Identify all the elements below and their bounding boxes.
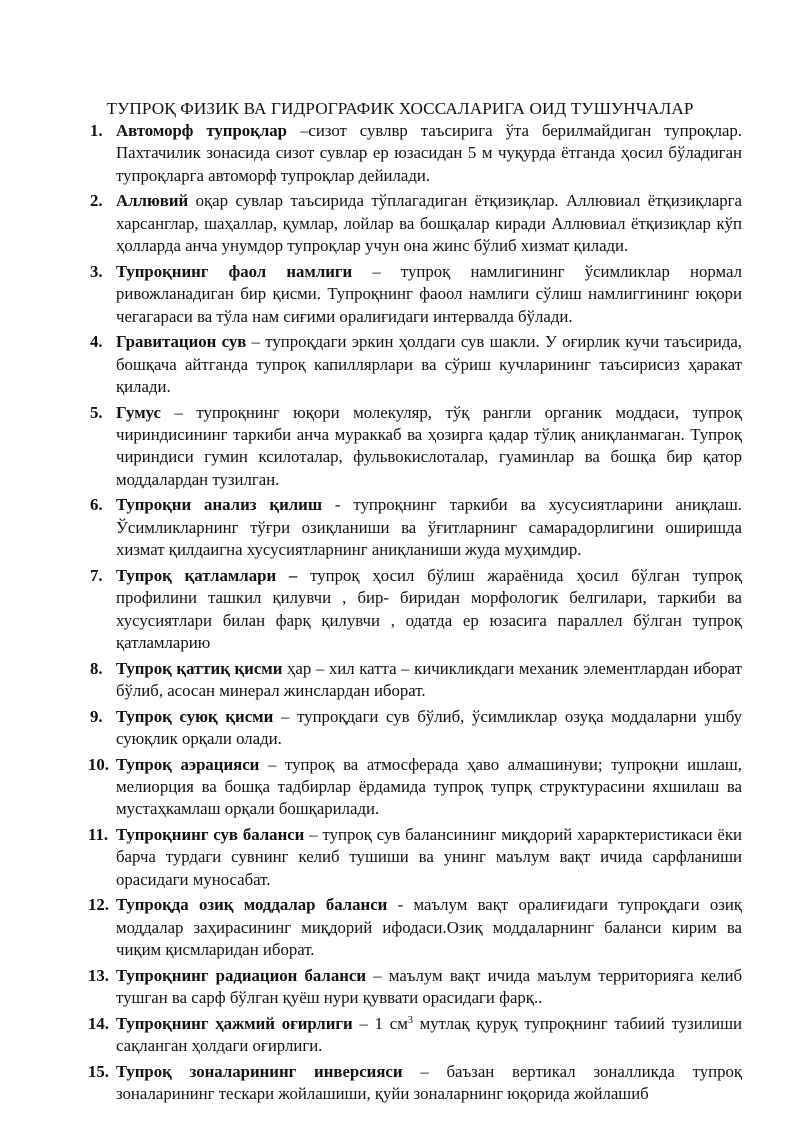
- item-definition: - тупроқнинг таркиби ва хусусиятларини аниқлаш. Ўсимликларнинг тўғри озиқланиши ва ўғитларнинг самарадорлигини оширишда хизмат қилдаигна хусусиятларнинг аниқланиши жуда муҳимдир.: [116, 495, 742, 560]
- item-definition: –сизот сувлвр таъсирига ўта берилмайдиган тупроқлар. Пахтачилик зонасида сизот сувлар ер юзасидан 5 м чуқурда ётганда ҳосил бўладиган тупроқларга автоморф тупроқлар дейилади.: [116, 121, 742, 185]
- item-term: Аллювий: [116, 191, 189, 211]
- item-term: Тупроқда озиқ моддалар баланси: [116, 895, 388, 915]
- item-number: 12.: [88, 895, 109, 915]
- item-number: 1.: [90, 121, 103, 140]
- list-item: [0, 1013, 742, 1058]
- list-item: [0, 706, 742, 751]
- item-number: 3.: [90, 261, 103, 281]
- item-number: 9.: [90, 706, 103, 726]
- item-definition: – тупроқдаги сув бўлиб, ўсимликлар озуқа моддаларни ушбу суюқлик орқали олади.: [116, 706, 742, 749]
- list-item: [0, 1061, 742, 1106]
- item-term: Тупроқнинг сув баланси: [116, 825, 305, 845]
- item-number: 7.: [90, 565, 103, 585]
- item-number: 13.: [88, 965, 109, 985]
- item-definition: оқар сувлар таъсирида тўплагадиган ётқизиқлар. Аллювиал ётқизиқларга харсанглар, шаҳаллар, қумлар, лойлар ва бошқалар киради Аллювиал ётқизиқлар кўп ҳолларда анча унумдор тупроқлар учун она жинс бўлиб хизмат қилади.: [116, 191, 742, 256]
- item-number: 11.: [88, 825, 109, 845]
- item-definition: – 1 см: [352, 1013, 408, 1033]
- item-term: Тупроқнинг ҳажмий оғирлиги: [116, 1013, 353, 1033]
- item-number: 14.: [88, 1013, 109, 1033]
- item-term: Автоморф тупроқлар: [116, 121, 287, 140]
- item-term: Тупроқ қатламлари –: [116, 565, 298, 585]
- list-item: [0, 894, 742, 961]
- item-term: Тупроқ аэрацияси: [116, 754, 260, 774]
- item-number: 2.: [90, 191, 103, 211]
- list-item: [0, 402, 742, 492]
- list-item: [0, 824, 742, 891]
- list-item: [0, 120, 742, 187]
- item-term: Тупроқни анализ қилиш: [116, 495, 322, 515]
- item-definition: – тупроқ намлигининг ўсимликлар нормал ривожланадиган бир қисми. Тупроқнинг фаоол намлиги сўлиш намлиггининг юқори чегагараси ва тўла нам сиғими оралиғидаги интервалда бўлади.: [116, 261, 742, 326]
- list-item: [0, 261, 742, 328]
- item-term: Гравитацион сув: [116, 332, 247, 352]
- item-definition: – тупроқнинг юқори молекуляр, тўқ рангли органик моддаси, тупроқ чириндисининг таркиби анча мураккаб ва ҳозирга қадар тўлиқ аниқланмаган. Тупроқ чириндиси гумин ксилоталар, фульвокислоталар, гуаминлар ва бошқа бир қатор моддалардан тузилган.: [116, 402, 742, 489]
- list-item: [0, 754, 742, 821]
- item-term: Гумус: [116, 402, 161, 422]
- document-title: ТУПРОҚ ФИЗИК ВА ГИДРОГРАФИК ХОССАЛАРИГА ОИД ТУШУНЧАЛАР: [106, 99, 694, 118]
- item-definition-continued: мутлақ қуруқ тупроқнинг табиий тузилиши сақланган ҳолдаги оғирлиги.: [116, 1013, 743, 1056]
- list-item: [0, 190, 742, 257]
- item-term: Тупроқ суюқ қисми: [116, 706, 274, 726]
- list-item: [0, 494, 742, 561]
- item-number: 6.: [90, 495, 103, 515]
- item-term: Тупроқнинг радиацион баланси: [116, 965, 367, 985]
- list-item: [0, 565, 742, 655]
- item-definition: – маълум вақт ичида маълум территорияга келиб тушган ва сарф бўлган қуёш нури қуввати орасидаги фарқ..: [116, 965, 742, 1008]
- definitions-list: [0, 120, 800, 1109]
- item-definition: – тупроқ ва атмосферада ҳаво алмашинуви; тупроқни ишлаш, мелиорция ва бошқа тадбирлар ёрдамида тупроқ тупрқ структурасини яхшилаш ва мустаҳкамлаш орқали бошқарилади.: [116, 754, 743, 819]
- item-term: Тупроқ қаттиқ қисми: [116, 658, 283, 678]
- list-item: [0, 331, 742, 398]
- item-number: 8.: [90, 658, 103, 678]
- item-term: Тупроқнинг фаол намлиги: [116, 261, 353, 281]
- item-definition: – тупроқдаги эркин ҳолдаги сув шакли. У оғирлик кучи таъсирида, бошқача айтганда тупроқ капиллярлари ва сўриш кучларининг таъсирисиз ҳаракат қилади.: [116, 332, 743, 397]
- item-number: 15.: [88, 1061, 109, 1081]
- item-term: Тупроқ зоналарининг инверсияси: [116, 1061, 403, 1081]
- item-number: 10.: [88, 754, 109, 774]
- item-definition: – баъзан вертикал зоналликда тупроқ зоналарининг тескари жойлашиши, қуйи зоналарнинг юқорида жойлашиб: [116, 1061, 743, 1104]
- item-definition: ҳар – хил катта – кичикликдаги механик элементлардан иборат бўлиб, асосан минерал жинслардан иборат.: [116, 658, 742, 701]
- item-number: 5.: [90, 402, 103, 422]
- item-number: 4.: [90, 332, 103, 352]
- list-item: [0, 965, 742, 1010]
- superscript: 3: [407, 1014, 413, 1026]
- item-definition: - маълум вақт оралиғидаги тупроқдаги озиқ моддалар заҳирасининг миқдорий ифодаси.Озиқ моддаларнинг баланси кирим ва чиқим қисмларидан иборат.: [116, 895, 742, 960]
- item-definition: – тупроқ сув балансининг миқдорий харарктеристикаси ёки барча турдаги сувнинг келиб тушиши ва унинг маълум вақт ичида сарфланиши орасидаги муносабат.: [116, 825, 742, 889]
- list-item: [0, 658, 742, 703]
- item-definition: тупроқ ҳосил бўлиш жараёнида ҳосил бўлган тупроқ профилини ташкил қилувчи , бир- биридан морфологик белгилари, таркиби ва хусусиятлари билан фарқ қилувчи , одатда ер юзасига параллел бўлган тупроқ қатламларию: [116, 565, 742, 653]
